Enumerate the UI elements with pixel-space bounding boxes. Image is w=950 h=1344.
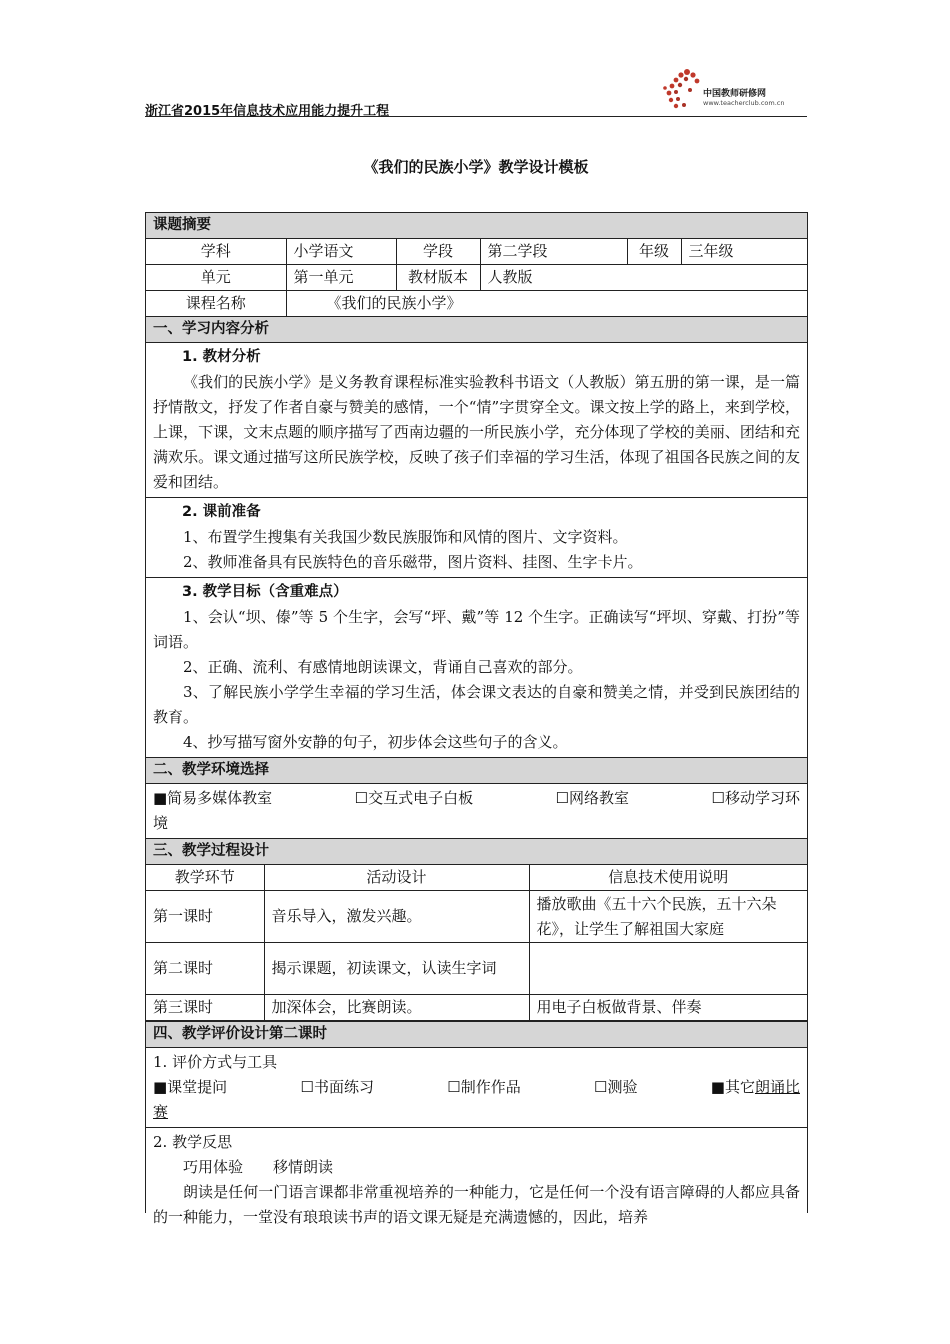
process-header-activity: 活动设计 bbox=[264, 865, 529, 891]
process-header-stage: 教学环节 bbox=[146, 865, 264, 891]
eval-option-other-checkbox[interactable]: ■其它 bbox=[710, 1078, 755, 1096]
section-summary: 课题摘要 bbox=[146, 213, 807, 239]
eval-option-test-checkbox[interactable]: ☐测验 bbox=[594, 1078, 638, 1096]
section-process: 三、教学过程设计 bbox=[146, 839, 807, 865]
stage-value: 第二学段 bbox=[480, 239, 627, 265]
process-table bbox=[146, 865, 807, 1021]
eval-option-product-checkbox[interactable]: ☐制作作品 bbox=[447, 1078, 521, 1096]
environment-options bbox=[146, 784, 807, 839]
teaching-goal: 2、正确、流利、有感情地朗读课文，背诵自己喜欢的部分。 bbox=[183, 658, 583, 676]
process-row-tech: 用电子白板做背景、伴奏 bbox=[529, 995, 807, 1021]
material-analysis-title: 1. 教材分析 bbox=[182, 349, 261, 365]
process-row-activity: 音乐导入，激发兴趣。 bbox=[264, 891, 529, 943]
eval-other-fill-wrap: 赛 bbox=[153, 1103, 169, 1121]
environment-option-row bbox=[153, 786, 800, 811]
teaching-goal: 1、会认“坝、傣”等 5 个生字，会写“坪、戴”等 12 个生字。正确读写“坪坝、穿戴、打扮”等词语。 bbox=[153, 608, 800, 651]
logo-mark-icon bbox=[657, 66, 703, 112]
page-header bbox=[145, 60, 807, 118]
material-analysis-block bbox=[146, 343, 807, 498]
eval-option-other bbox=[711, 1075, 800, 1100]
teacherclub-logo bbox=[657, 66, 807, 112]
environment-option-wrap: 境 bbox=[153, 814, 169, 832]
process-header-tech: 信息技术使用说明 bbox=[529, 865, 807, 891]
reflection-subtitle: 巧用体验 移情朗读 bbox=[183, 1158, 334, 1176]
edition-value: 人教版 bbox=[480, 265, 807, 291]
grade-label: 年级 bbox=[627, 239, 681, 265]
eval-option-written-checkbox[interactable]: ☐书面练习 bbox=[300, 1078, 374, 1096]
unit-value: 第一单元 bbox=[286, 265, 396, 291]
env-option-whiteboard-checkbox[interactable]: ☐交互式电子白板 bbox=[354, 789, 474, 807]
env-option-multimedia-checkbox[interactable]: ■简易多媒体教室 bbox=[153, 789, 273, 807]
subject-value: 小学语文 bbox=[286, 239, 396, 265]
logo-url: www.teacherclub.com.cn bbox=[703, 99, 785, 107]
teaching-goals-title: 3. 教学目标（含重难点） bbox=[182, 584, 348, 600]
preparation-item: 2、教师准备具有民族特色的音乐磁带，图片资料、挂图、生字卡片。 bbox=[183, 553, 643, 571]
preparation-title: 2. 课前准备 bbox=[182, 504, 261, 520]
teaching-goal: 3、了解民族小学学生幸福的学习生活，体会课文表达的自豪和赞美之情，并受到民族团结的教育。 bbox=[153, 683, 800, 726]
teaching-goals-block bbox=[146, 578, 807, 758]
preparation-item: 1、布置学生搜集有关我国少数民族服饰和风情的图片、文字资料。 bbox=[183, 528, 628, 546]
stage-label: 学段 bbox=[396, 239, 480, 265]
eval-option-question-checkbox[interactable]: ■课堂提问 bbox=[153, 1078, 228, 1096]
process-row-tech bbox=[529, 943, 807, 995]
lesson-design-form bbox=[145, 212, 808, 1226]
section-environment: 二、教学环境选择 bbox=[146, 758, 807, 784]
teaching-goal: 4、抄写描写窗外安静的句子，初步体会这些句子的含义。 bbox=[183, 733, 568, 751]
material-analysis-text: 《我们的民族小学》是义务教育课程标准实验教科书语文（人教版）第五册的第一课，是一篇抒情散文，抒发了作者自豪与赞美的感情，一个“情”字贯穿全文。课文按上学的路上，来到学校，上课，下课，文末点题的顺序描写了西南边疆的一所民族小学，充分体现了学校的美丽、团结和充满欢乐。课文通过描写这所民族学校，反映了孩子们幸福的学习生活，体现了祖国各民族之间的友爱和团结。 bbox=[153, 373, 800, 491]
course-value: 《我们的民族小学》 bbox=[286, 291, 807, 317]
process-row-activity: 加深体会，比赛朗读。 bbox=[264, 995, 529, 1021]
env-option-network-checkbox[interactable]: ☐网络教室 bbox=[555, 789, 630, 807]
logo-text: 中国教师研修网 bbox=[703, 89, 767, 99]
form-table bbox=[146, 213, 807, 1232]
document-title: 《我们的民族小学》教学设计模板 bbox=[363, 158, 589, 176]
section-content-analysis: 一、学习内容分析 bbox=[146, 317, 807, 343]
reflection-title: 2. 教学反思 bbox=[153, 1133, 233, 1151]
section-evaluation: 四、教学评价设计第二课时 bbox=[146, 1022, 807, 1048]
process-row-stage: 第一课时 bbox=[146, 891, 264, 943]
eval-other-fill: 朗诵比 bbox=[754, 1078, 800, 1096]
evaluation-methods-block bbox=[146, 1048, 807, 1128]
subject-label: 学科 bbox=[146, 239, 286, 265]
process-row-stage: 第三课时 bbox=[146, 995, 264, 1021]
process-table-cell bbox=[146, 865, 807, 1022]
reflection-text: 朗读是任何一门语言课都非常重视培养的一种能力，它是任何一个没有语言障碍的人都应具备的一种能力，一堂没有琅琅读书声的语文课无疑是充满遗憾的，因此，培养 bbox=[153, 1183, 800, 1226]
preparation-block bbox=[146, 498, 807, 578]
reflection-block bbox=[146, 1128, 807, 1233]
process-row-activity: 揭示课题，初读课文，认读生字词 bbox=[264, 943, 529, 995]
course-label: 课程名称 bbox=[146, 291, 286, 317]
header-divider bbox=[145, 116, 807, 117]
grade-value: 三年级 bbox=[681, 239, 807, 265]
unit-label: 单元 bbox=[146, 265, 286, 291]
evaluation-methods-title: 1. 评价方式与工具 bbox=[153, 1053, 278, 1071]
process-row-tech: 播放歌曲《五十六个民族，五十六朵花》，让学生了解祖国大家庭 bbox=[529, 891, 807, 943]
edition-label: 教材版本 bbox=[396, 265, 480, 291]
process-row-stage: 第二课时 bbox=[146, 943, 264, 995]
header-project-title: 浙江省2015年信息技术应用能力提升工程 bbox=[145, 104, 390, 119]
evaluation-option-row bbox=[153, 1075, 800, 1100]
env-option-mobile-checkbox[interactable]: ☐移动学习环 bbox=[711, 789, 800, 807]
